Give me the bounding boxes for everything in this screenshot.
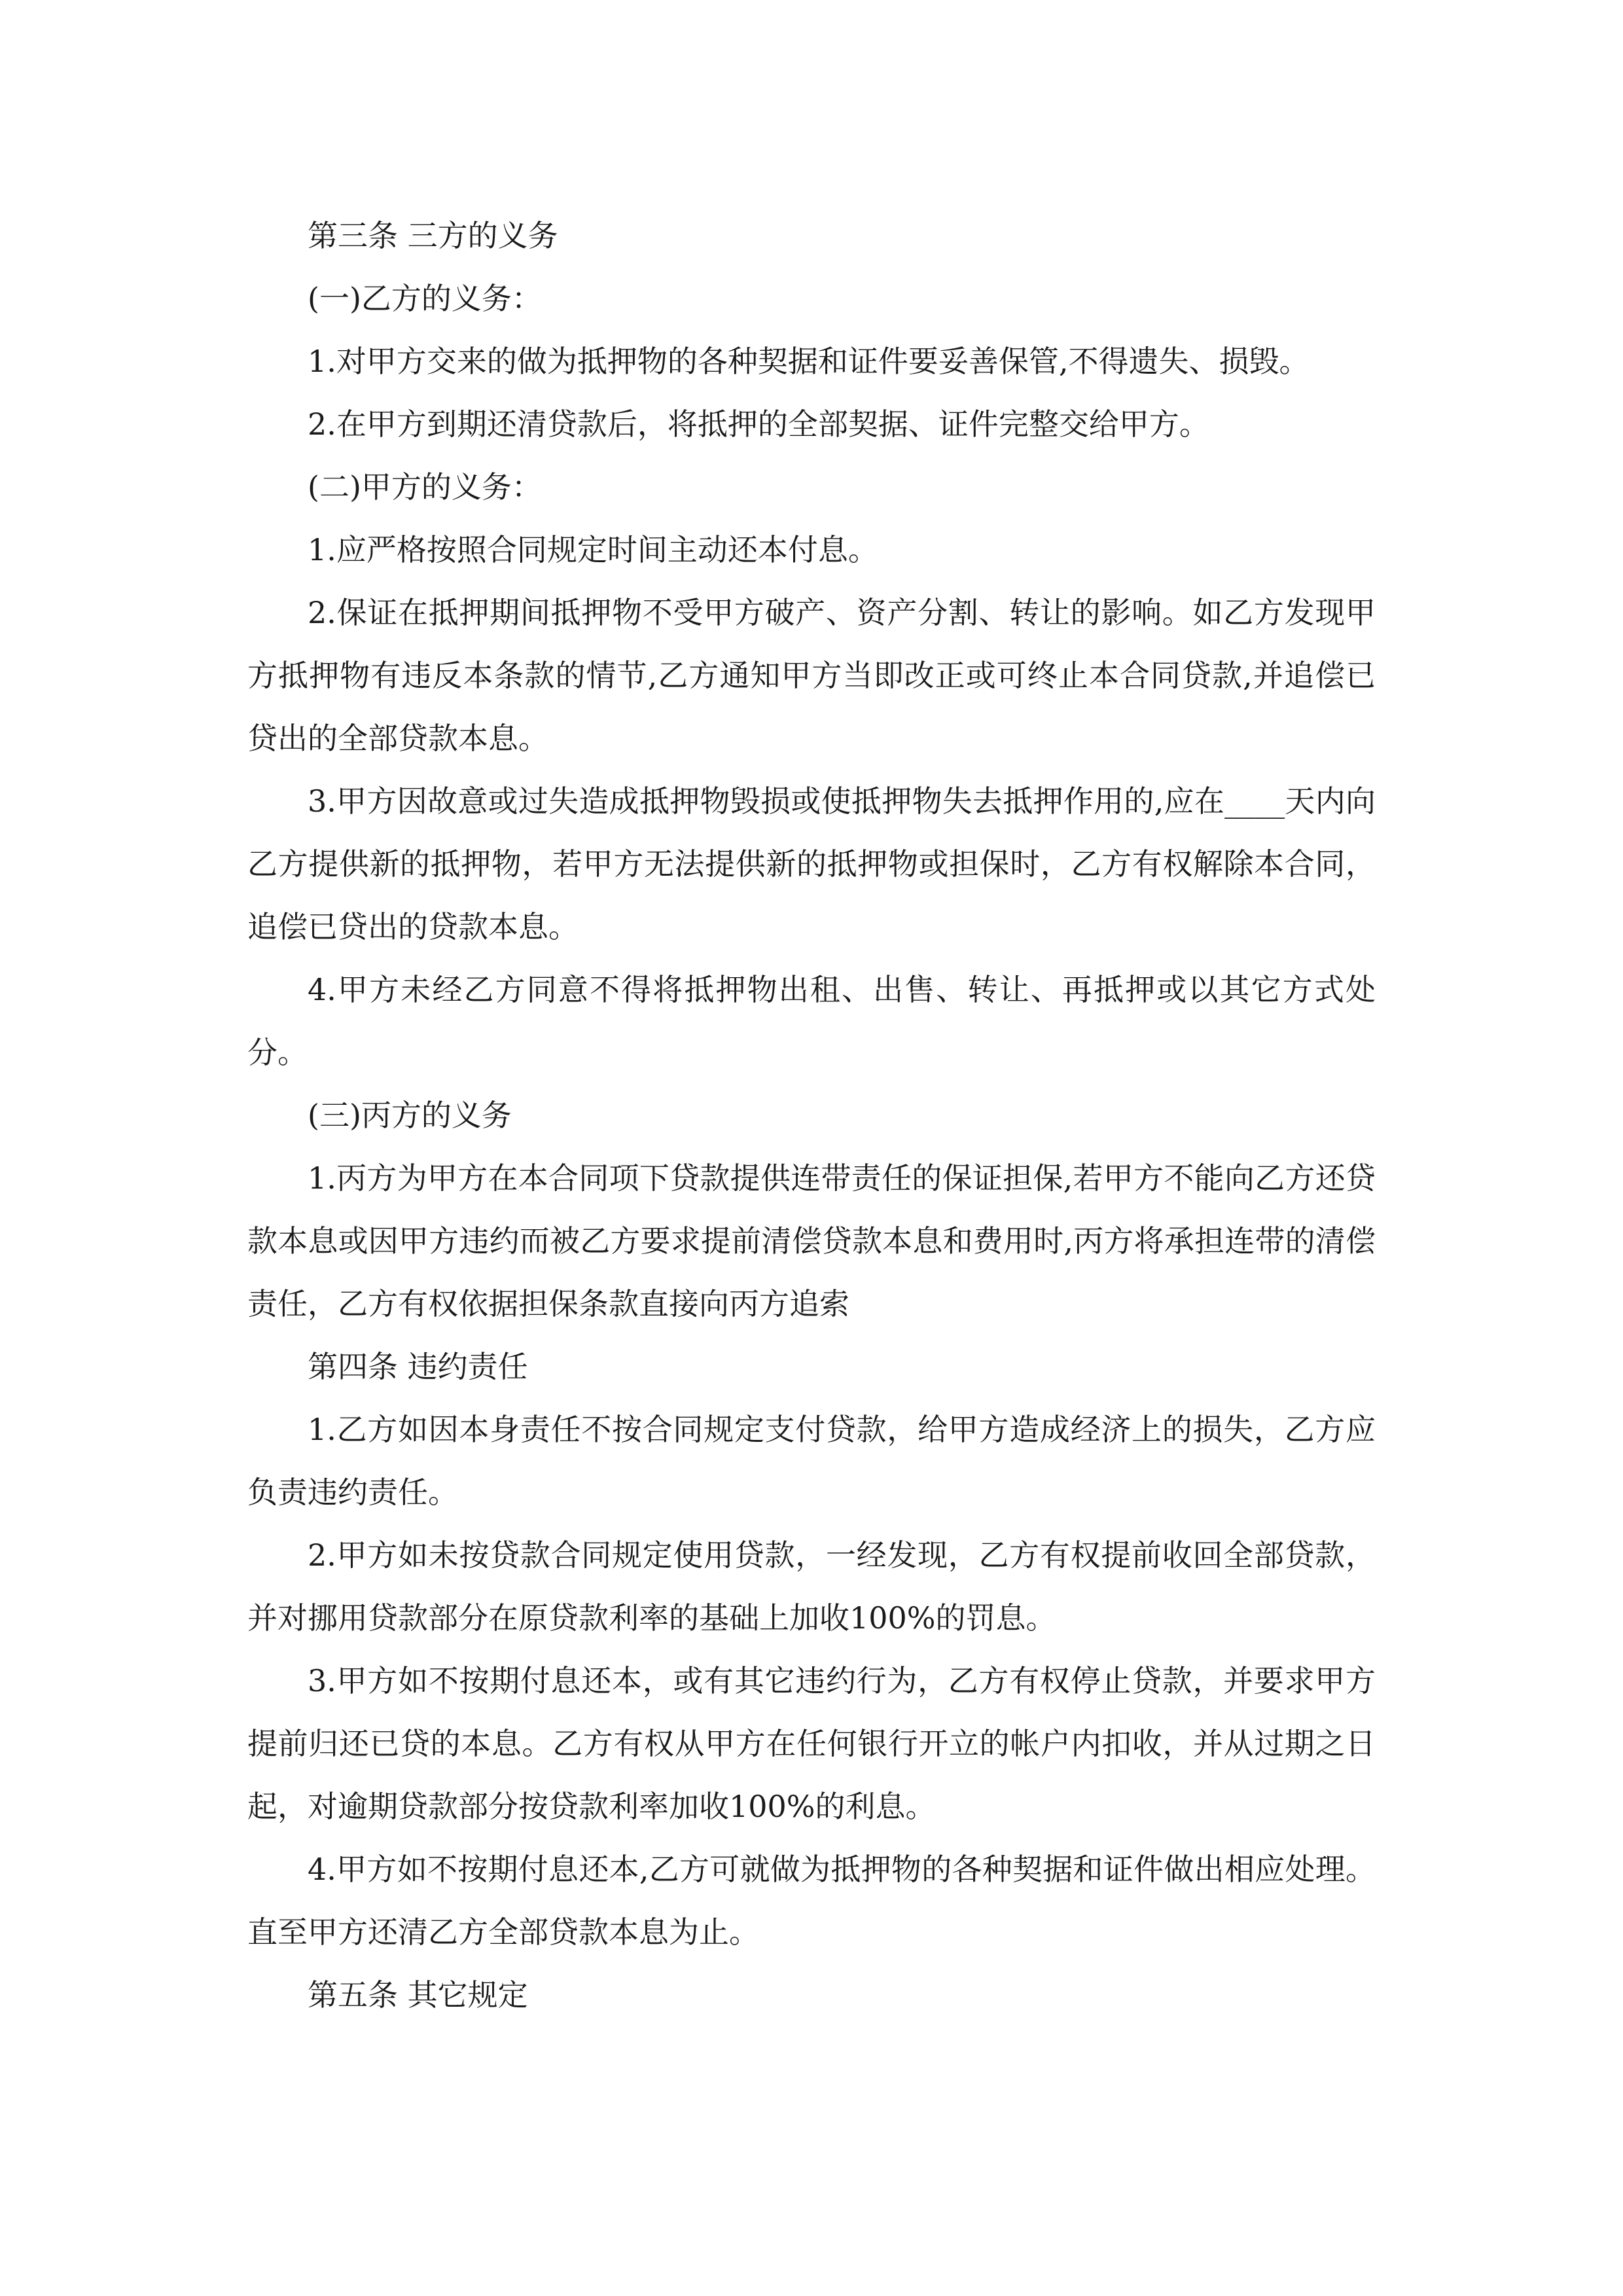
section-party-b-duties-heading: (一)乙方的义务： (308, 281, 542, 316)
document-body (247, 204, 1376, 2026)
party-a-duty-1: 1.应严格按照合同规定时间主动还本付息。 (308, 532, 878, 567)
section-party-a-duties-heading: (二)甲方的义务： (308, 469, 542, 505)
section-party-c-duties-heading: (三)丙方的义务 (308, 1098, 512, 1133)
party-a-duty-4: 4.甲方未经乙方同意不得将抵押物出租、出售、转让、再抵押或以其它方式处分。 (247, 972, 1376, 1070)
party-a-duty-3: 3.甲方因故意或过失造成抵押物毁损或使抵押物失去抵押作用的,应在____天内向乙方提供新的抵押物，若甲方无法提供新的抵押物或担保时，乙方有权解除本合同，追偿已贷出的贷款本息。 (247, 783, 1376, 944)
party-c-duty-1: 1.丙方为甲方在本合同项下贷款提供连带责任的保证担保,若甲方不能向乙方还贷款本息或因甲方违约而被乙方要求提前清偿贷款本息和费用时,丙方将承担连带的清偿责任，乙方有权依据担保条款直接向丙方追索 (247, 1160, 1376, 1321)
breach-clause-1: 1.乙方如因本身责任不按合同规定支付贷款，给甲方造成经济上的损失，乙方应负责违约责任。 (247, 1412, 1376, 1510)
breach-clause-2: 2.甲方如未按贷款合同规定使用贷款，一经发现，乙方有权提前收回全部贷款，并对挪用贷款部分在原贷款利率的基础上加收100%的罚息。 (247, 1537, 1376, 1636)
article-3-heading: 第三条 三方的义务 (308, 218, 558, 253)
article-4-heading: 第四条 违约责任 (308, 1349, 528, 1384)
party-b-duty-2: 2.在甲方到期还清贷款后，将抵押的全部契据、证件完整交给甲方。 (308, 406, 1209, 442)
party-b-duty-1: 1.对甲方交来的做为抵押物的各种契据和证件要妥善保管,不得遗失、损毁。 (308, 344, 1310, 379)
article-5-heading: 第五条 其它规定 (308, 1977, 528, 2013)
breach-clause-3: 3.甲方如不按期付息还本，或有其它违约行为，乙方有权停止贷款，并要求甲方提前归还已贷的本息。乙方有权从甲方在任何银行开立的帐户内扣收，并从过期之日起，对逾期贷款部分按贷款利率加收100%的利息。 (247, 1663, 1376, 1824)
breach-clause-4: 4.甲方如不按期付息还本,乙方可就做为抵押物的各种契据和证件做出相应处理。直至甲方还清乙方全部贷款本息为止。 (247, 1852, 1376, 1950)
party-a-duty-2: 2.保证在抵押期间抵押物不受甲方破产、资产分割、转让的影响。如乙方发现甲方抵押物有违反本条款的情节,乙方通知甲方当即改正或可终止本合同贷款,并追偿已贷出的全部贷款本息。 (247, 595, 1376, 756)
